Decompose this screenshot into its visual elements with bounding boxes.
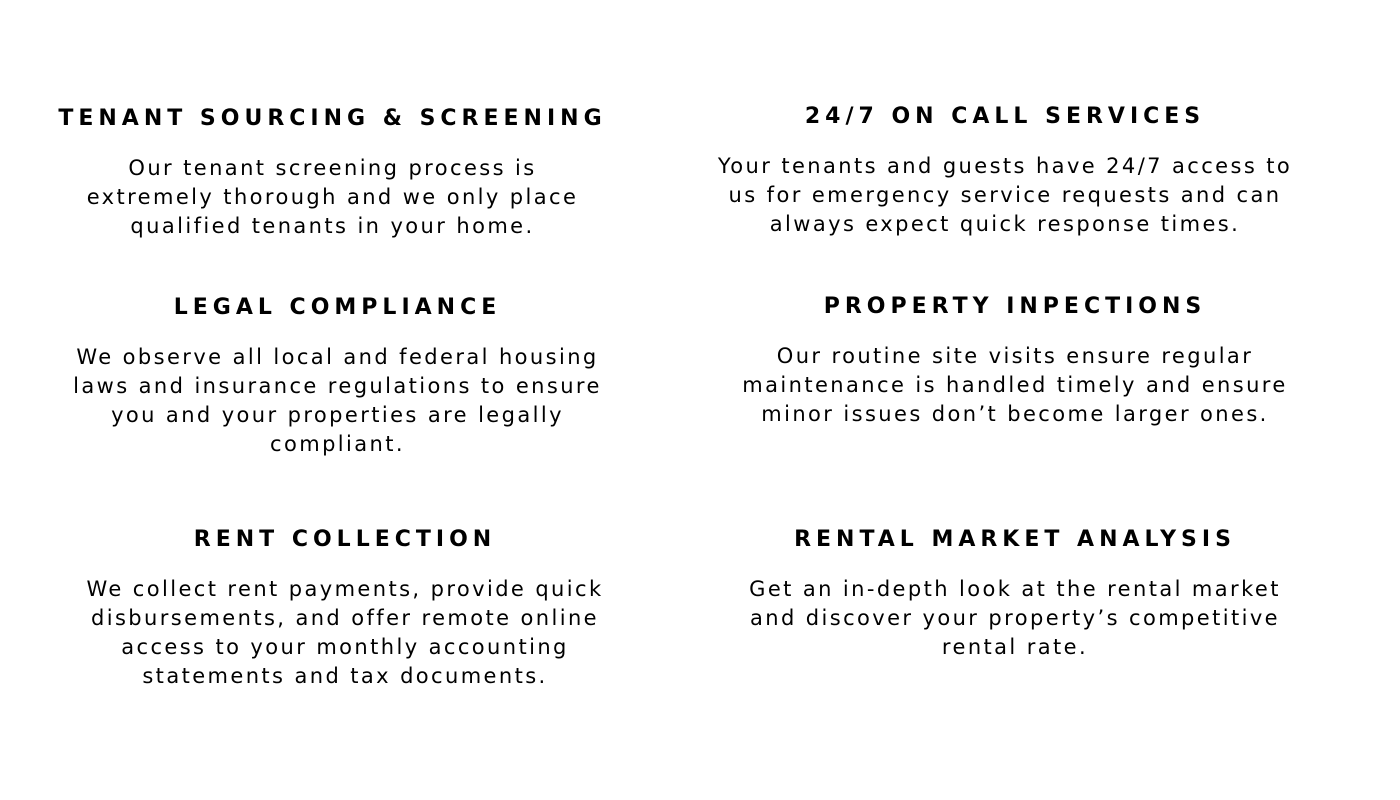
service-description: Get an in-depth look at the rental market and discover your property’s competitive rental rate. bbox=[749, 577, 1281, 659]
service-legal-compliance bbox=[65, 295, 610, 459]
service-title: TENANT SOURCING & SCREENING bbox=[58, 106, 607, 131]
service-property-inspections bbox=[735, 294, 1295, 429]
service-title: RENT COLLECTION bbox=[193, 527, 497, 552]
service-title: 24/7 ON CALL SERVICES bbox=[804, 104, 1206, 129]
service-rent-collection bbox=[75, 527, 615, 691]
service-title: RENTAL MARKET ANALYSIS bbox=[794, 527, 1236, 552]
service-on-call bbox=[715, 104, 1295, 239]
service-title: PROPERTY INPECTIONS bbox=[823, 294, 1207, 319]
service-description: Our tenant screening process is extremely thorough and we only place qualified tenants in your home. bbox=[86, 156, 579, 238]
service-description: We observe all local and federal housing laws and insurance regulations to ensure you and your properties are legally compliant. bbox=[73, 345, 602, 456]
service-description: Our routine site visits ensure regular maintenance is handled timely and ensure minor issues don’t become larger ones. bbox=[742, 344, 1288, 426]
service-description: Your tenants and guests have 24/7 access to us for emergency service requests and can always expect quick response times. bbox=[717, 154, 1293, 236]
service-rental-market-analysis bbox=[735, 527, 1295, 662]
service-description: We collect rent payments, provide quick disbursements, and offer remote online access to your monthly accounting statements and tax documents. bbox=[86, 577, 604, 688]
service-tenant-sourcing bbox=[55, 106, 610, 241]
service-title: LEGAL COMPLIANCE bbox=[173, 295, 502, 320]
